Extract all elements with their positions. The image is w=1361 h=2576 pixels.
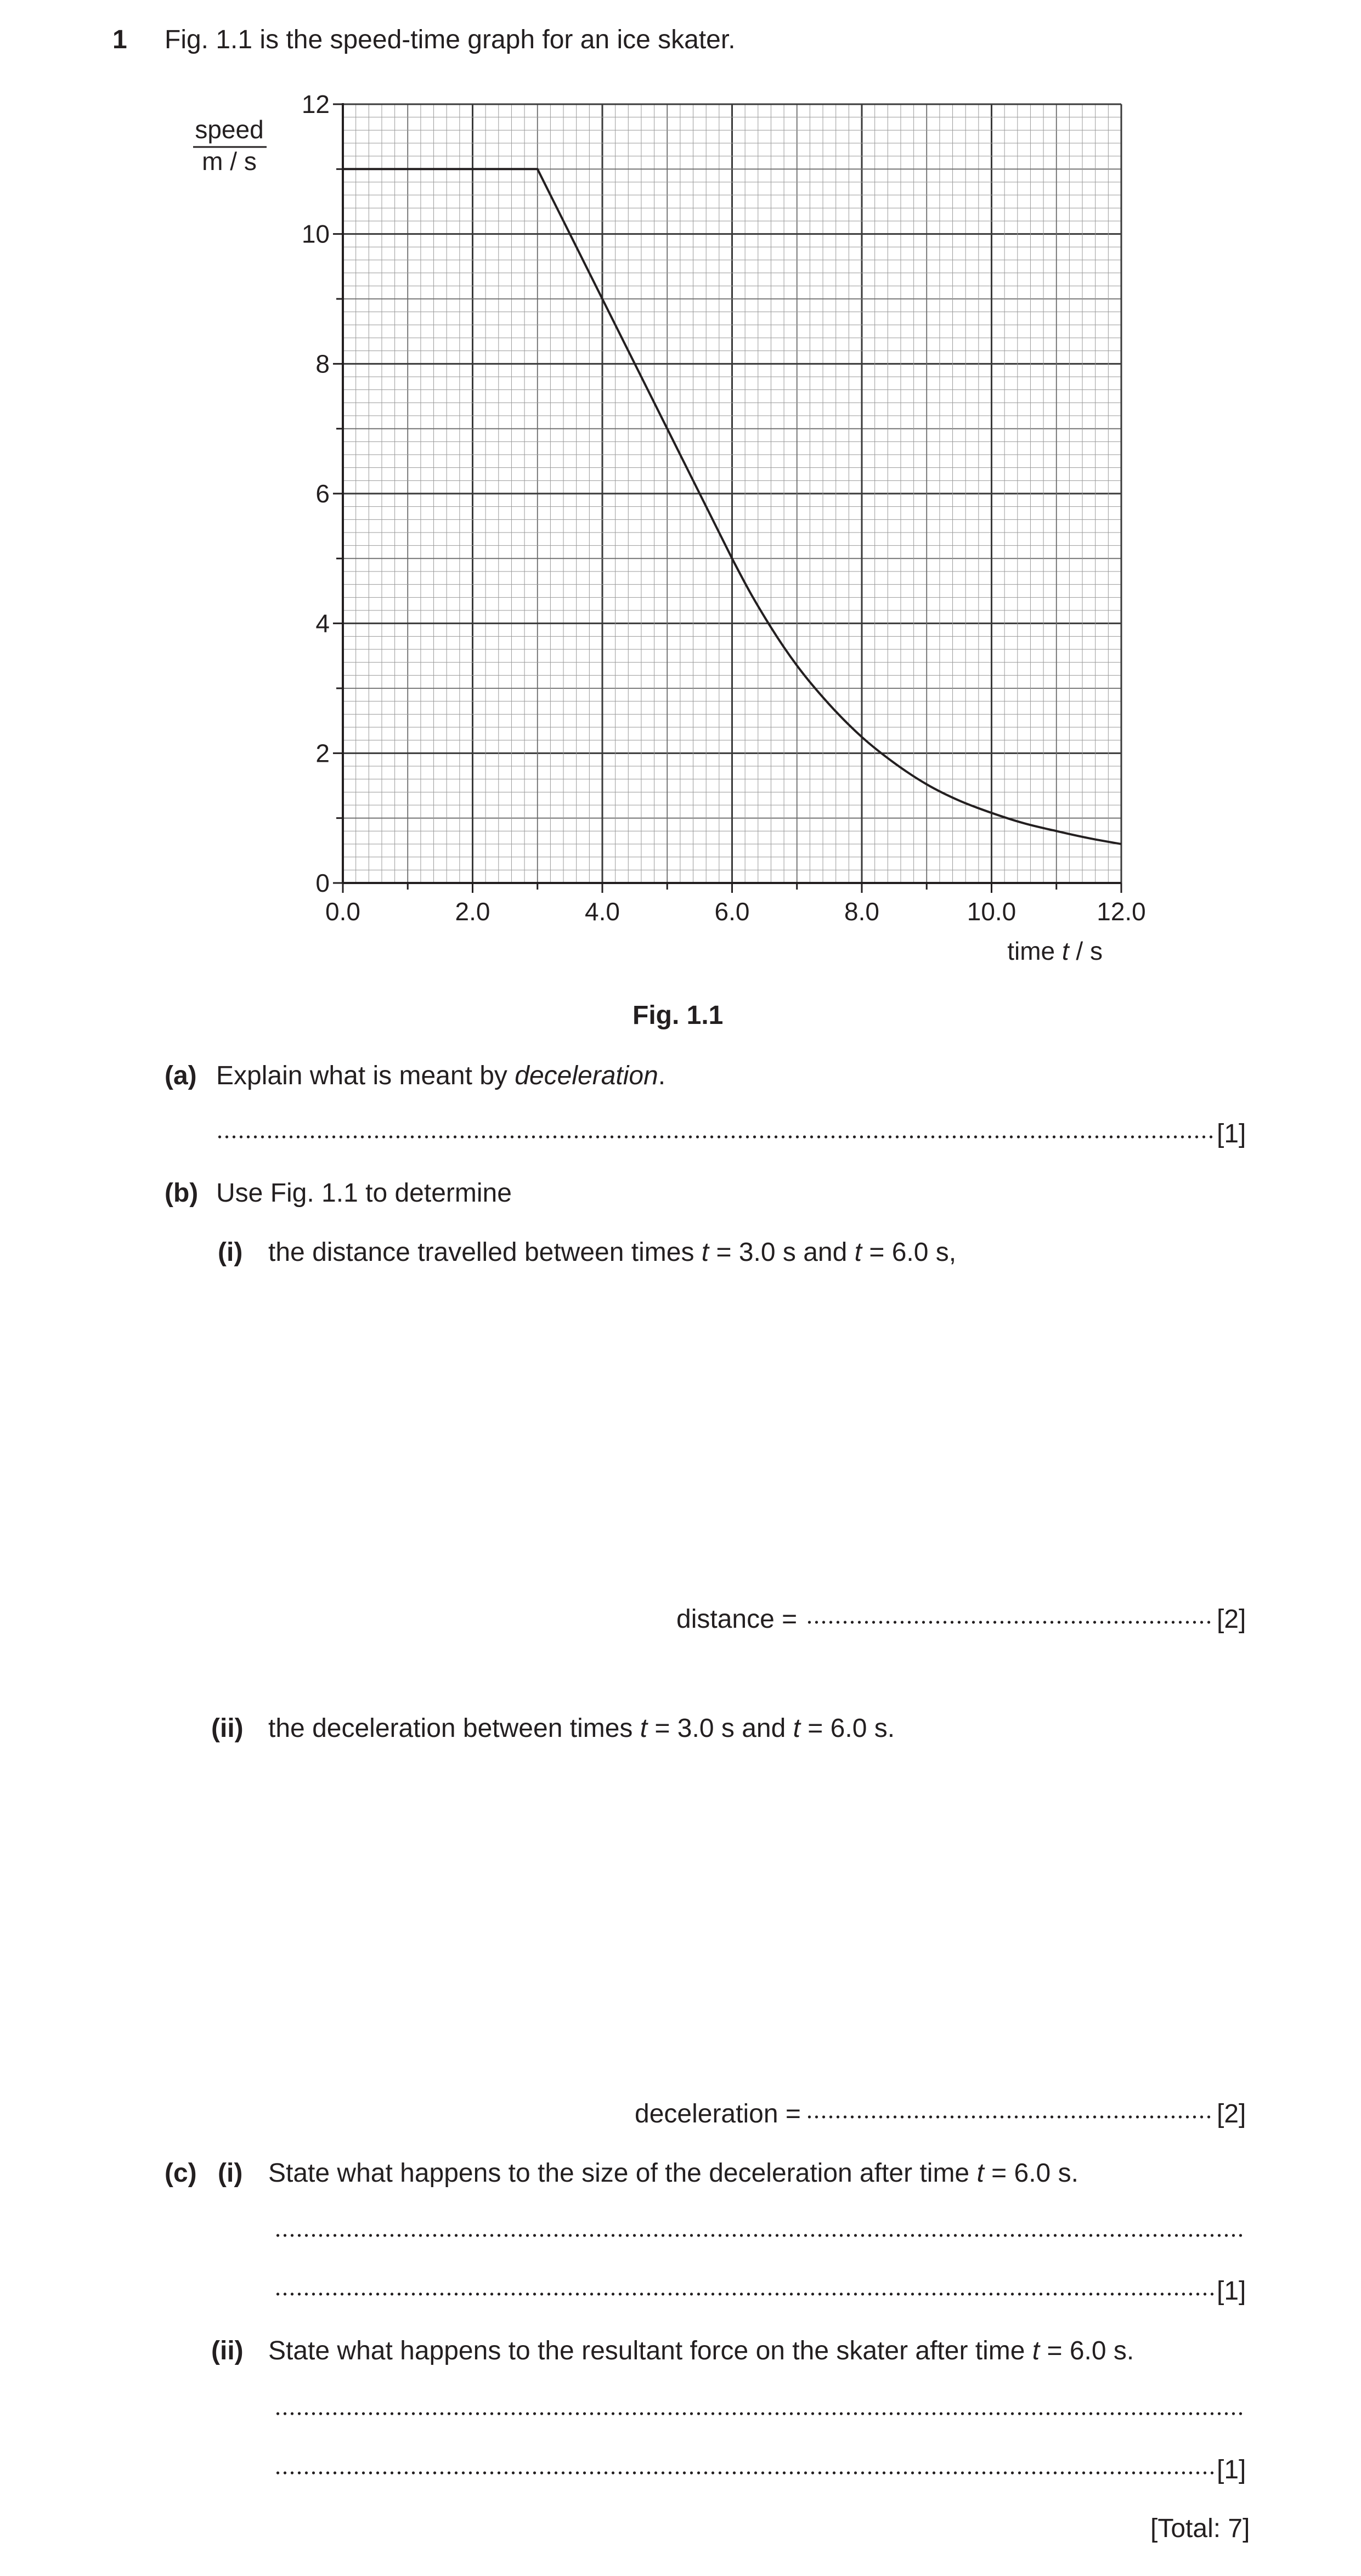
part-c-i-question: [268, 2158, 1078, 2189]
part-c-ii-question: [268, 2336, 1134, 2366]
speed-time-graph: [0, 0, 1361, 987]
part-b-ii-text-2: = 3.0 s and: [647, 1714, 793, 1743]
y-axis-label-quantity: speed: [195, 115, 264, 144]
y-tick-label: 2: [315, 739, 330, 768]
part-c-i-var-1: t: [976, 2159, 984, 2188]
question-intro: Fig. 1.1 is the speed-time graph for an ice skater.: [165, 25, 736, 54]
part-c-ii-marks: [1]: [1217, 2455, 1246, 2484]
part-b-ii-var-2: t: [793, 1714, 800, 1743]
x-tick-label: 0.0: [325, 897, 360, 926]
part-b-ii-marks: [2]: [1217, 2099, 1246, 2128]
y-tick-label: 12: [301, 90, 330, 118]
total-marks: [Total: 7]: [1150, 2514, 1250, 2543]
y-tick-label: 4: [315, 609, 330, 638]
deceleration-answer-line[interactable]: [806, 2098, 1215, 2120]
part-c-ii-text-1: State what happens to the resultant force on the skater after time: [268, 2336, 1032, 2365]
x-tick-label: 4.0: [585, 897, 620, 926]
y-axis-label-unit: m / s: [202, 147, 257, 175]
y-tick-label: 6: [315, 479, 330, 508]
part-c-i-answer-line-1[interactable]: [274, 2216, 1245, 2238]
x-tick-label: 6.0: [714, 897, 750, 926]
y-tick-label: 10: [301, 219, 330, 248]
part-b-i-text-3: = 6.0 s,: [862, 1238, 957, 1267]
part-b-ii-label: (ii): [211, 1714, 244, 1743]
figure-caption: Fig. 1.1: [633, 1001, 724, 1030]
y-tick-label: 0: [315, 869, 330, 897]
part-b-ii-question: [268, 1713, 895, 1744]
part-a-answer-line[interactable]: [216, 1118, 1215, 1140]
part-a-label: (a): [165, 1061, 197, 1090]
part-c-i-marks: [1]: [1217, 2277, 1246, 2306]
part-b-i-text-1: the distance travelled between times: [268, 1238, 702, 1267]
part-c-ii-var-1: t: [1032, 2336, 1040, 2365]
part-c-ii-label: (ii): [211, 2336, 244, 2365]
x-tick-label: 2.0: [455, 897, 490, 926]
part-a-text-before: Explain what is meant by: [216, 1061, 515, 1090]
y-tick-label: 8: [315, 349, 330, 378]
question-number: 1: [112, 25, 127, 54]
distance-answer-label: distance =: [676, 1605, 798, 1634]
part-b-label: (b): [165, 1179, 199, 1208]
part-c-label: (c): [165, 2159, 197, 2188]
part-c-ii-answer-line-2[interactable]: [274, 2454, 1215, 2476]
part-c-i-answer-line-2[interactable]: [274, 2275, 1215, 2297]
part-c-i-label: (i): [218, 2159, 243, 2188]
part-c-ii-text-2: = 6.0 s.: [1040, 2336, 1134, 2365]
x-tick-label: 10.0: [967, 897, 1016, 926]
part-a-term: deceleration: [515, 1061, 658, 1090]
part-b-i-label: (i): [218, 1238, 243, 1267]
part-b-ii-text-3: = 6.0 s.: [800, 1714, 895, 1743]
part-c-i-text-2: = 6.0 s.: [984, 2159, 1078, 2188]
part-a-question: [216, 1061, 665, 1091]
part-b-ii-var-1: t: [640, 1714, 648, 1743]
part-b-ii-text-1: the deceleration between times: [268, 1714, 640, 1743]
part-a-marks: [1]: [1217, 1119, 1246, 1148]
x-tick-label: 12.0: [1097, 897, 1146, 926]
part-b-i-var-2: t: [854, 1238, 862, 1267]
part-b-text: Use Fig. 1.1 to determine: [216, 1179, 512, 1208]
part-b-i-text-2: = 3.0 s and: [709, 1238, 855, 1267]
part-c-ii-answer-line-1[interactable]: [274, 2394, 1245, 2416]
part-b-i-question: [268, 1237, 956, 1268]
part-a-text-after: .: [658, 1061, 666, 1090]
part-b-i-var-1: t: [701, 1238, 709, 1267]
deceleration-answer-label: deceleration =: [635, 2099, 801, 2128]
x-tick-label: 8.0: [844, 897, 879, 926]
distance-answer-line[interactable]: [806, 1603, 1215, 1625]
x-axis-label: time t / s: [1007, 937, 1103, 965]
part-c-i-text-1: State what happens to the size of the deceleration after time: [268, 2159, 977, 2188]
part-b-i-marks: [2]: [1217, 1605, 1246, 1634]
